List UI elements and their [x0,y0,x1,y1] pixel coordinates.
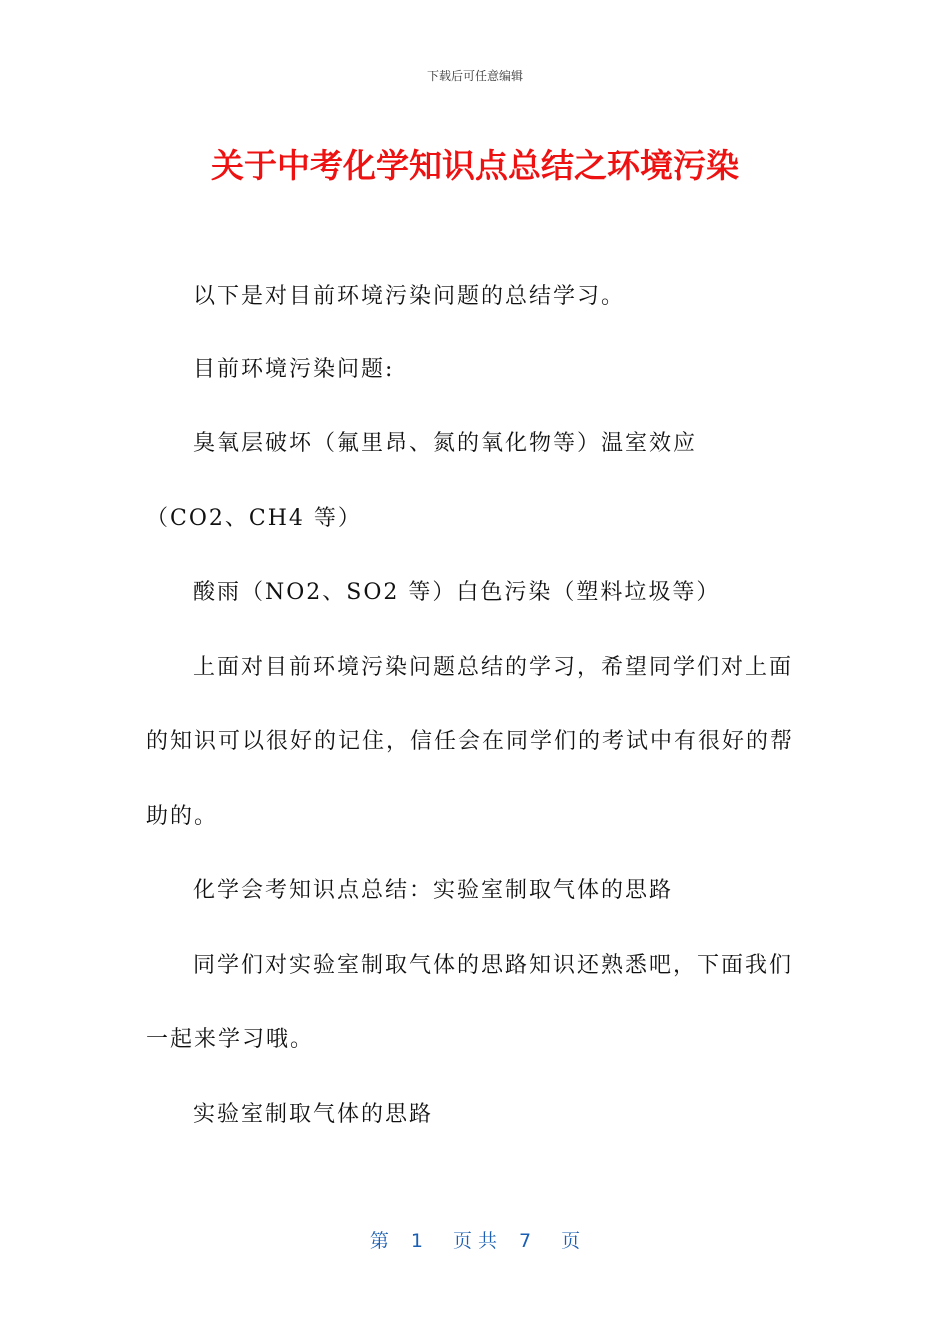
paragraph-line: 助的。 [146,804,219,829]
page-footer [0,1226,950,1253]
header-note: 下载后可任意编辑 [426,69,523,83]
page-prefix: 第 [369,1230,389,1252]
paragraph-line: （CO2、CH4 等） [146,506,362,531]
paragraph-line: 同学们对实验室制取气体的思路知识还熟悉吧，下面我们 [193,953,794,978]
paragraph-line: 臭氧层破坏（氟里昂、氮的氧化物等）温室效应 [193,431,698,456]
page-middle: 页 共 [452,1230,498,1252]
paragraph-line: 的知识可以很好的记住，信任会在同学们的考试中有很好的帮 [146,729,795,754]
paragraph-line: 实验室制取气体的思路 [193,1102,434,1127]
page-total: 7 [519,1230,532,1252]
document-title: 关于中考化学知识点总结之环境污染 [211,146,739,185]
paragraph-line: 目前环境污染问题: [193,357,395,382]
paragraph-line: 一起来学习哦。 [146,1027,315,1052]
paragraph-line: 以下是对目前环境污染问题的总结学习。 [193,284,626,309]
page-suffix: 页 [561,1230,581,1252]
page-number: 1 [410,1230,423,1252]
paragraph-line: 酸雨（NO2、SO2 等）白色污染（塑料垃圾等） [193,580,721,605]
paragraph-line: 上面对目前环境污染问题总结的学习，希望同学们对上面 [193,655,794,680]
paragraph-line: 化学会考知识点总结：实验室制取气体的思路 [193,878,674,903]
